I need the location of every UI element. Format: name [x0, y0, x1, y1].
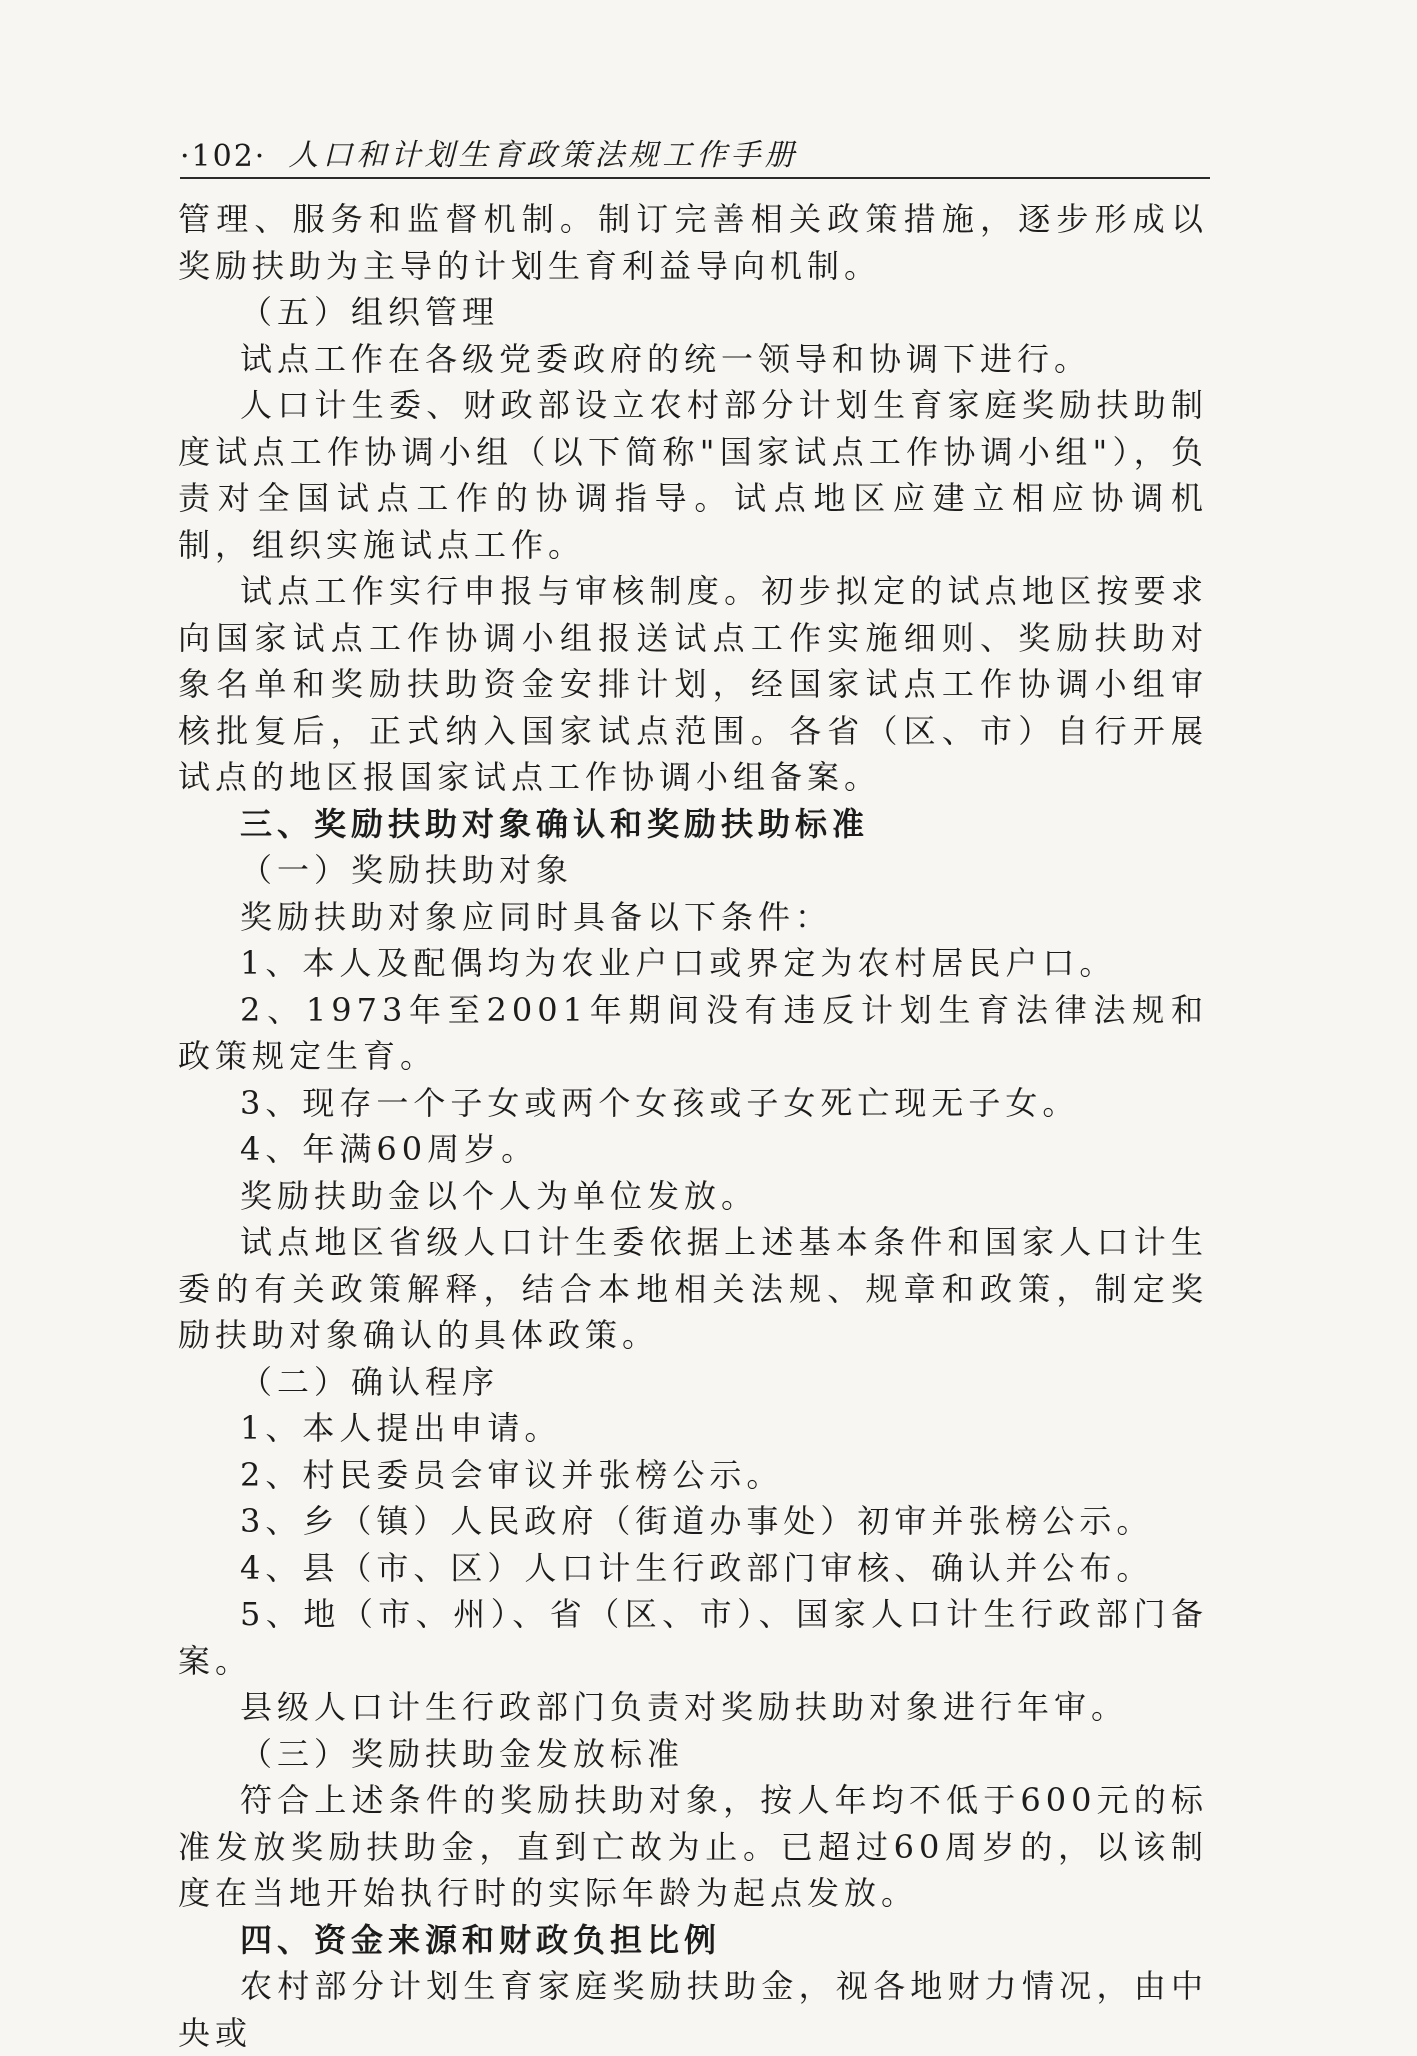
section-heading: （二）确认程序: [240, 1362, 500, 1401]
paragraph: 管理、服务和监督机制。制订完善相关政策措施，逐步形成以奖励扶助为主导的计划生育利益导向机制。: [178, 200, 1208, 285]
list-item: 4、县（市、区）人口计生行政部门审核、确认并公布。: [240, 1548, 1154, 1587]
list-item: 1、本人提出申请。: [240, 1409, 562, 1447]
list-item: 5、地（市、州）、省（区、市）、国家人口计生行政部门备案。: [178, 1595, 1208, 1680]
chapter-heading: 三、奖励扶助对象确认和奖励扶助标准: [240, 804, 870, 843]
page-header: [180, 118, 1210, 174]
list-item: 2、村民委员会审议并张榜公示。: [240, 1455, 784, 1494]
list-item: 3、乡（镇）人民政府（街道办事处）初审并张榜公示。: [240, 1502, 1154, 1540]
list-item: 1、本人及配偶均为农业户口或界定为农村居民户口。: [240, 944, 1117, 982]
paragraph: 试点工作实行申报与审核制度。初步拟定的试点地区按要求向国家试点工作协调小组报送试点工作实施细则、奖励扶助对象名单和奖励扶助资金安排计划，经国家试点工作协调小组审核批复后，正式纳入国家试点范围。各省（区、市）自行开展试点的地区报国家试点工作协调小组备案。: [178, 572, 1208, 796]
paragraph: 试点工作在各级党委政府的统一领导和协调下进行。: [240, 339, 1092, 378]
header-rule: [180, 177, 1210, 179]
section-heading: （三）奖励扶助金发放标准: [240, 1734, 685, 1773]
list-item: 3、现存一个子女或两个女孩或子女死亡现无子女。: [240, 1083, 1080, 1122]
paragraph: 符合上述条件的奖励扶助对象，按人年均不低于600元的标准发放奖励扶助金，直到亡故为止。已超过60周岁的，以该制度在当地开始执行时的实际年龄为起点发放。: [178, 1781, 1208, 1912]
page-number: ·102·: [180, 139, 267, 174]
paragraph: 试点地区省级人口计生委依据上述基本条件和国家人口计生委的有关政策解释，结合本地相关法规、规章和政策，制定奖励扶助对象确认的具体政策。: [178, 1223, 1208, 1354]
section-heading: （一）奖励扶助对象: [240, 851, 574, 889]
paragraph: 县级人口计生行政部门负责对奖励扶助对象进行年审。: [240, 1688, 1129, 1726]
section-heading: （五）组织管理: [240, 293, 500, 331]
list-item: 4、年满60周岁。: [240, 1130, 539, 1168]
paragraph: 农村部分计划生育家庭奖励扶助金，视各地财力情况，由中央或: [178, 1967, 1208, 2052]
paragraph: 奖励扶助金以个人为单位发放。: [240, 1176, 759, 1215]
list-item: 2、1973年至2001年期间没有违反计划生育法律法规和政策规定生育。: [178, 990, 1208, 1075]
paragraph: 人口计生委、财政部设立农村部分计划生育家庭奖励扶助制度试点工作协调小组（以下简称"国家试点工作协调小组"），负责对全国试点工作的协调指导。试点地区应建立相应协调机制，组织实施试点工作。: [178, 386, 1208, 564]
page-body: [178, 196, 1208, 2056]
book-title: 人口和计划生育政策法规工作手册: [288, 138, 799, 173]
chapter-heading: 四、资金来源和财政负担比例: [240, 1920, 722, 1959]
paragraph: 奖励扶助对象应同时具备以下条件：: [240, 897, 833, 936]
